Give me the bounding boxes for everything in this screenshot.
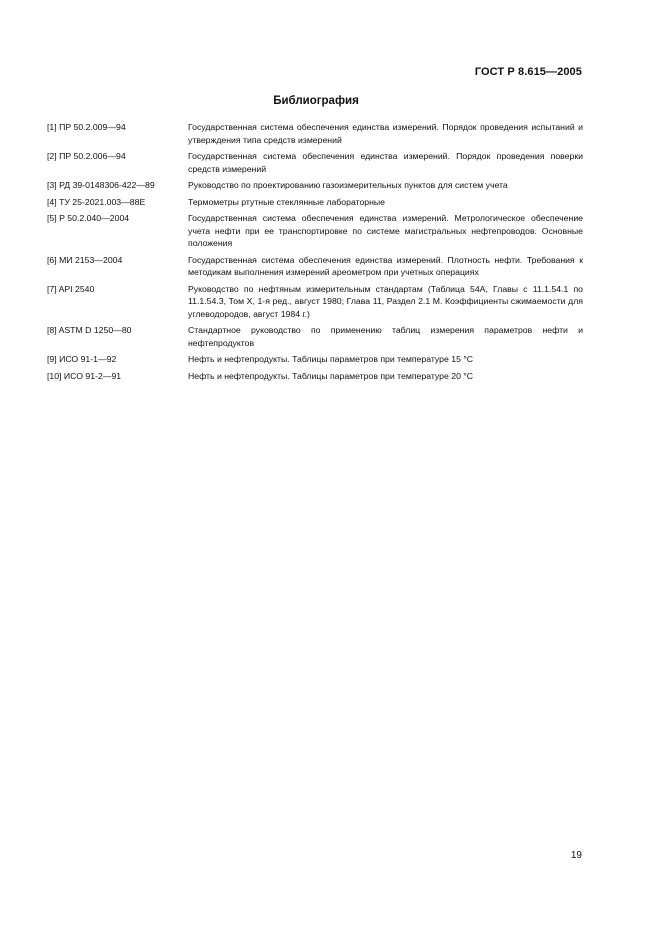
bibliography-reference: [8] ASTM D 1250—80 xyxy=(47,325,132,335)
bibliography-title: Руководство по нефтяным измерительным стандартам (Таблица 54А, Главы с 11.1.54.1 по 11.1.54.3, Том X, 1-я ред., август 1980; Глава 11, Раздел 2.1 М. Коэффициенты сжимаемости для углеводородов, август 1984 г.) xyxy=(188,283,583,319)
page-number: 19 xyxy=(570,850,582,861)
bibliography-entry xyxy=(47,121,583,146)
bibliography-title: Термометры ртутные стеклянные лабораторные xyxy=(188,196,386,207)
bibliography-entry xyxy=(47,324,583,349)
bibliography-entry xyxy=(47,150,583,175)
bibliography-entry xyxy=(47,196,583,209)
bibliography-title: Нефть и нефтепродукты. Таблицы параметров при температуре 20 °С xyxy=(188,370,474,381)
bibliography-title: Государственная система обеспечения единства измерений. Плотность нефти. Требования к методикам выполнения измерений ареометром при учетных операциях xyxy=(188,254,583,277)
bibliography-title: Нефть и нефтепродукты. Таблицы параметров при температуре 15 °С xyxy=(188,354,474,364)
bibliography-title: Государственная система обеспечения единства измерений. Метрологическое обеспечение учета нефти при ее транспортировке по системе магистральных нефтепроводов. Основные положения xyxy=(188,213,583,248)
bibliography-reference: [5] Р 50.2.040—2004 xyxy=(47,213,130,223)
bibliography-entry xyxy=(47,370,583,383)
bibliography-list xyxy=(47,121,583,386)
bibliography-title: Руководство по проектированию газоизмерительных пунктов для систем учета xyxy=(188,180,508,190)
bibliography-reference: [1] ПР 50.2.009—94 xyxy=(47,122,126,132)
section-title: Библиография xyxy=(273,95,359,107)
bibliography-entry xyxy=(47,353,583,366)
bibliography-entry xyxy=(47,283,583,321)
bibliography-reference: [9] ИСО 91-1—92 xyxy=(47,354,117,364)
bibliography-reference: [2] ПР 50.2.006—94 xyxy=(47,151,126,161)
bibliography-entry xyxy=(47,179,583,192)
bibliography-title: Государственная система обеспечения единства измерений. Порядок проведения испытаний и утверждения типа средств измерений xyxy=(188,122,583,145)
bibliography-reference: [6] МИ 2153—2004 xyxy=(47,254,123,265)
bibliography-title: Стандартное руководство по применению таблиц измерения параметров нефти и нефтепродуктов xyxy=(188,325,583,348)
standard-code: ГОСТ Р 8.615—2005 xyxy=(474,66,582,78)
bibliography-entry xyxy=(47,254,583,279)
bibliography-entry xyxy=(47,212,583,250)
bibliography-title: Государственная система обеспечения единства измерений. Порядок проведения поверки средств измерений xyxy=(188,151,583,174)
bibliography-reference: [3] РД 39-0148306-422—89 xyxy=(47,180,155,190)
bibliography-reference: [7] API 2540 xyxy=(47,283,95,294)
bibliography-reference: [10] ИСО 91-2—91 xyxy=(47,370,122,381)
bibliography-reference: [4] ТУ 25-2021.003—88Е xyxy=(47,196,146,207)
